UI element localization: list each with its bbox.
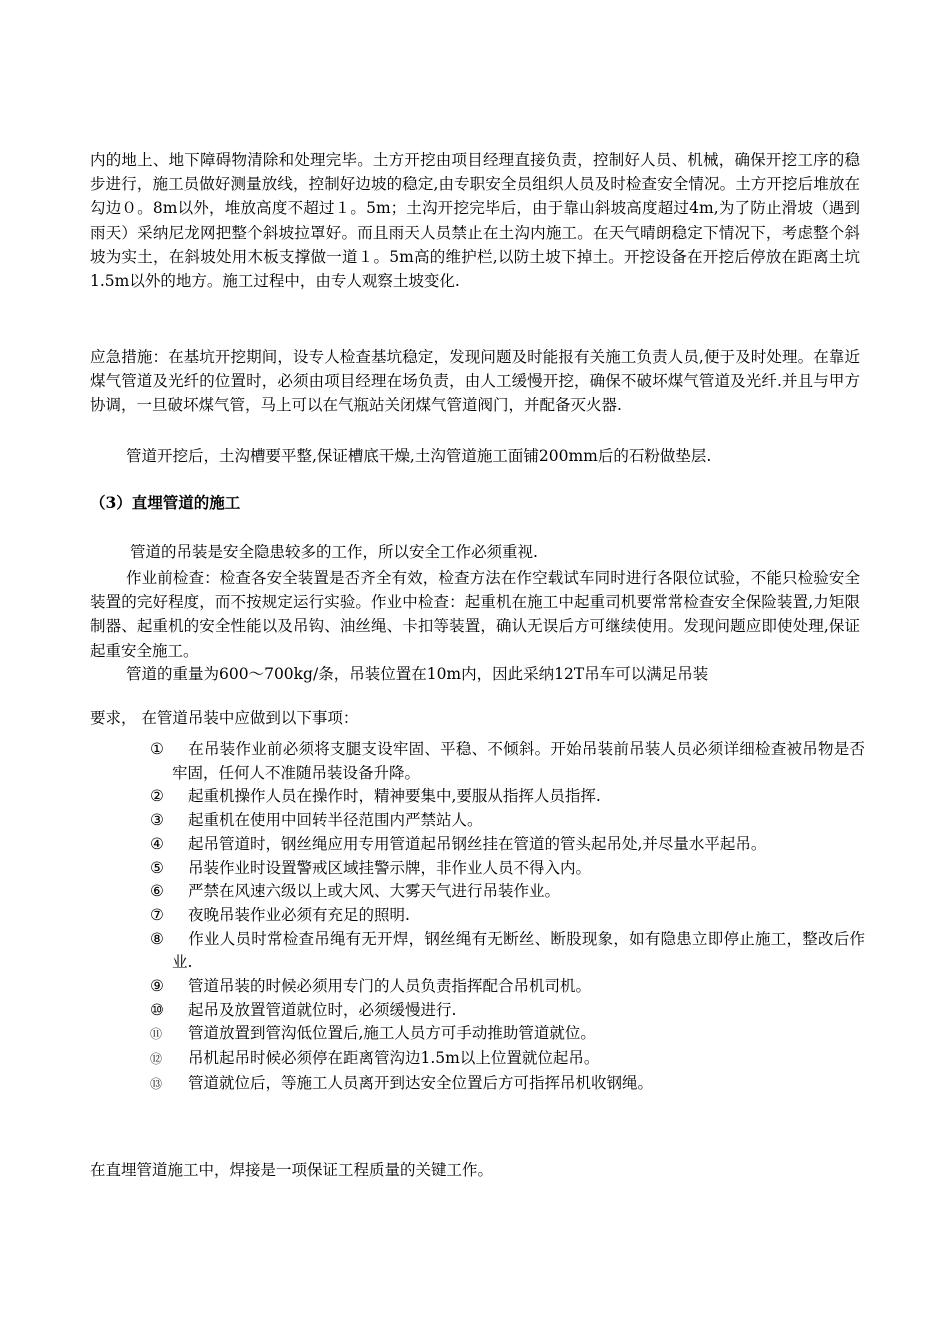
- list-item: [150, 1047, 865, 1072]
- list-item-text: 起重机在使用中回转半径范围内严禁站人。: [188, 811, 483, 830]
- list-item-text: 管道吊装的时候必须用专门的人员负责指挥配合吊机司机。: [188, 977, 592, 996]
- list-item-text: 夜晚吊装作业必须有充足的照明.: [188, 905, 410, 924]
- list-marker: ⑩: [150, 1000, 164, 1019]
- list-marker: ⑦: [150, 905, 164, 924]
- excavation-paragraph: 内的地上、地下障碍物清除和处理完毕。土方开挖由项目经理直接负责，控制好人员、机械，确保开挖工序的稳步进行，施工员做好测量放线，控制好边坡的稳定,由专职安全员组织人员及时检查安全情况。土方开挖后堆放在勾边０。8m以外，堆放高度不超过１。5m；土沟开挖完毕后，由于靠山斜坡高度超过4m,为了防止滑坡（遇到雨天）采纳尼龙网把整个斜坡拉罩好。而且雨天人员禁止在土沟内施工。在天气晴朗稳定下情况下，考虑整个斜坡为实土，在斜坡处用木板支撑做一道１。5m高的维护栏,以防土坡下掉土。开挖设备在开挖后停放在距离土坑1.5m以外的地方。施工过程中，由专人观察土坡变化.: [90, 151, 860, 291]
- list-item: [150, 928, 865, 975]
- list-marker: ④: [150, 834, 164, 853]
- list-item-text: 管道就位后，等施工人员离开到达安全位置后方可指挥吊机收钢绳。: [188, 1073, 654, 1092]
- pre-work-inspection-paragraph: 作业前检查：检查各安全装置是否齐全有效，检查方法在作空载试车同时进行各限位试验，不能只检验安全装置的完好程度，而不按规定运行实验。作业中检查：起重机在施工中起重司机要常常检查安全保险装置,力矩限制器、起重机的安全性能以及吊钩、油丝绳、卡扣等装置，确认无误后方可继续使用。发现问题应即使处理,保证起重安全施工。: [90, 569, 860, 660]
- list-item-text: 管道放置到管沟低位置后,施工人员方可手动推助管道就位。: [188, 1024, 596, 1043]
- requirements-paragraph: 要求， 在管道吊装中应做到以下事项：: [90, 709, 359, 727]
- pipe-weight-paragraph: 管道的重量为600～700kg/条，吊装位置在10m内，因此采纳12T吊车可以满足吊装: [126, 665, 709, 683]
- list-marker: ⑧: [150, 929, 164, 948]
- list-item: [150, 833, 865, 857]
- list-marker: ⑤: [150, 858, 164, 877]
- list-marker: ⑪: [150, 1027, 163, 1042]
- list-item: [150, 880, 865, 904]
- welding-paragraph: 在直埋管道施工中，焊接是一项保证工程质量的关键工作。: [90, 1161, 494, 1179]
- list-marker: ②: [150, 787, 164, 806]
- hoisting-intro-paragraph: 管道的吊装是安全隐患较多的工作，所以安全工作必须重视.: [130, 543, 538, 561]
- trench-paragraph: 管道开挖后，土沟槽要平整,保证槽底干燥,土沟管道施工面铺200mm后的石粉做垫层.: [126, 447, 712, 465]
- list-item: [150, 738, 865, 785]
- list-item-text: 在吊装作业前必须将支腿支设牢固、平稳、不倾斜。开始吊装前吊装人员必须详细检查被吊物是否牢固，任何人不准随吊装设备升降。: [172, 740, 865, 782]
- list-item: [150, 1072, 865, 1097]
- list-item: [150, 975, 865, 999]
- list-marker: ⑬: [150, 1076, 163, 1091]
- list-item: [150, 785, 865, 809]
- list-item: [150, 857, 865, 881]
- list-item-text: 作业人员时常检查吊绳有无开焊，钢丝绳有无断丝、断股现象，如有隐患立即停止施工，整改后作业.: [172, 929, 865, 972]
- list-marker: ⑫: [150, 1052, 163, 1067]
- list-item: [150, 999, 865, 1023]
- list-item: [150, 1022, 865, 1047]
- list-marker: ①: [150, 740, 164, 758]
- list-item-text: 吊装作业时设置警戒区域挂警示牌，非作业人员不得入内。: [188, 858, 592, 877]
- list-item-text: 起重机操作人员在操作时，精神要集中,要服从指挥人员指挥.: [188, 787, 601, 806]
- list-item-text: 严禁在风速六级以上或大风、大雾天气进行吊装作业。: [188, 882, 561, 901]
- list-item: [150, 809, 865, 833]
- list-marker: ⑨: [150, 977, 164, 996]
- list-marker: ③: [150, 811, 164, 830]
- section-heading: （3）直埋管道的施工: [90, 493, 241, 512]
- list-item-text: 吊机起吊时候必须停在距离管沟边1.5m以上位置就位起吊。: [188, 1049, 600, 1068]
- list-item-text: 起吊管道时，钢丝绳应用专用管道起吊钢丝挂在管道的管头起吊处,并尽量水平起吊。: [188, 834, 767, 853]
- list-item: [150, 904, 865, 928]
- hoisting-rules-list: [150, 738, 865, 1097]
- list-marker: ⑥: [150, 882, 164, 901]
- emergency-measures-paragraph: 应急措施：在基坑开挖期间，设专人检查基坑稳定，发现问题及时能报有关施工负责人员,便于及时处理。在靠近煤气管道及光纤的位置时，必须由项目经理在场负责，由人工缓慢开挖，确保不破坏煤气管道及光纤.并且与甲方协调，一旦破坏煤气管，马上可以在气瓶站关闭煤气管道阀门，并配备灭火器.: [90, 348, 860, 415]
- list-item-text: 起吊及放置管道就位时，必须缓慢进行.: [188, 1000, 457, 1019]
